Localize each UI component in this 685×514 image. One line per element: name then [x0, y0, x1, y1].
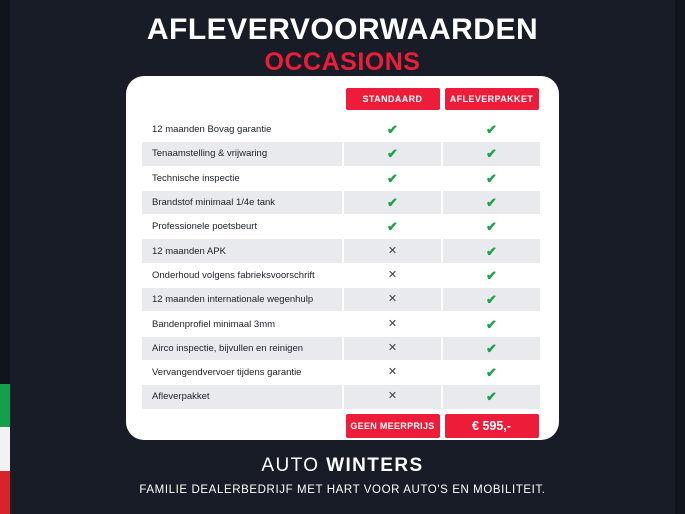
table-row: [142, 288, 543, 311]
table-row: [142, 239, 543, 262]
check-icon: ✔: [387, 146, 398, 162]
table-header-row: [142, 88, 543, 118]
cross-icon: ✕: [387, 341, 398, 354]
table-row: [142, 118, 543, 141]
mark-cell-afleverpakket: [443, 118, 540, 141]
mark-cell-standaard: [344, 215, 441, 238]
mark-cell-standaard: [344, 191, 441, 214]
mark-cell-afleverpakket: [443, 239, 540, 262]
mark-cell-afleverpakket: [443, 167, 540, 190]
table-footer-row: [142, 414, 543, 438]
right-rail: [675, 0, 685, 514]
table-row: [142, 215, 543, 238]
mark-cell-standaard: [344, 142, 441, 165]
column-header-standaard-label: STANDAARD: [346, 88, 440, 110]
check-icon: ✔: [486, 146, 497, 162]
check-icon: ✔: [486, 195, 497, 211]
cross-icon: ✕: [387, 366, 398, 379]
flag-stripe-green: [0, 384, 10, 427]
price-standaard: GEEN MEERPRIJS: [346, 414, 440, 438]
feature-label: 12 maanden Bovag garantie: [152, 124, 272, 136]
cross-icon: ✕: [387, 244, 398, 257]
check-icon: ✔: [486, 170, 497, 186]
check-icon: ✔: [486, 122, 497, 138]
table-body: [142, 118, 543, 409]
check-icon: ✔: [486, 219, 497, 235]
check-icon: ✔: [486, 316, 497, 332]
feature-label: 12 maanden APK: [142, 239, 342, 262]
cross-icon: ✕: [387, 293, 398, 306]
price-cell-standaard: [344, 414, 441, 438]
feature-label: Brandstof minimaal 1/4e tank: [142, 191, 342, 214]
feature-label: Airco inspectie, bijvullen en reinigen: [142, 337, 342, 360]
check-icon: ✔: [486, 292, 497, 308]
table-row: [142, 312, 543, 335]
mark-cell-standaard: [344, 118, 441, 141]
feature-label: Technische inspectie: [152, 172, 240, 184]
table-row: [142, 385, 543, 408]
mark-cell-afleverpakket: [443, 191, 540, 214]
brand-name-light: AUTO: [261, 455, 320, 476]
comparison-table: [142, 88, 543, 438]
mark-cell-afleverpakket: [443, 385, 540, 408]
column-header-afleverpakket-label: AFLEVERPAKKET: [445, 88, 539, 110]
mark-cell-standaard: [344, 239, 441, 262]
feature-label: 12 maanden internationale wegenhulp: [142, 288, 342, 311]
footer-spacer: [142, 414, 342, 438]
mark-cell-standaard: [344, 288, 441, 311]
table-row: [142, 337, 543, 360]
price-cell-afleverpakket: [443, 414, 540, 438]
mark-cell-afleverpakket: [443, 264, 540, 287]
feature-label: Bandenprofiel minimaal 3mm: [152, 318, 276, 330]
cross-icon: ✕: [387, 317, 398, 330]
cross-icon: ✕: [387, 390, 398, 403]
comparison-card: [126, 76, 559, 440]
mark-cell-standaard: [344, 361, 441, 384]
page-subtitle: OCCASIONS: [264, 48, 421, 76]
feature-label: Tenaamstelling & vrijwaring: [142, 142, 342, 165]
brand-name-bold: WINTERS: [326, 455, 424, 476]
feature-label: Professionele poetsbeurt: [152, 221, 258, 233]
footer: [0, 455, 685, 496]
check-icon: ✔: [387, 219, 398, 235]
check-icon: ✔: [486, 267, 497, 283]
brand-name: [0, 455, 685, 477]
table-row: [142, 361, 543, 384]
check-icon: ✔: [486, 243, 497, 259]
table-row: [142, 167, 543, 190]
price-afleverpakket: € 595,-: [445, 414, 539, 438]
cross-icon: ✕: [387, 268, 398, 281]
check-icon: ✔: [387, 170, 398, 186]
check-icon: ✔: [486, 365, 497, 381]
header: [0, 0, 685, 77]
mark-cell-standaard: [344, 385, 441, 408]
check-icon: ✔: [387, 195, 398, 211]
mark-cell-standaard: [344, 337, 441, 360]
table-row: [142, 142, 543, 165]
column-header-afleverpakket: [443, 88, 540, 110]
mark-cell-afleverpakket: [443, 337, 540, 360]
table-row: [142, 191, 543, 214]
mark-cell-afleverpakket: [443, 288, 540, 311]
mark-cell-afleverpakket: [443, 142, 540, 165]
column-header-standaard: [344, 88, 441, 110]
mark-cell-standaard: [344, 167, 441, 190]
mark-cell-afleverpakket: [443, 312, 540, 335]
mark-cell-standaard: [344, 312, 441, 335]
mark-cell-standaard: [344, 264, 441, 287]
brand-tagline: FAMILIE DEALERBEDRIJF MET HART VOOR AUTO'S EN MOBILITEIT.: [139, 484, 546, 496]
mark-cell-afleverpakket: [443, 361, 540, 384]
check-icon: ✔: [486, 389, 497, 405]
mark-cell-afleverpakket: [443, 215, 540, 238]
check-icon: ✔: [387, 122, 398, 138]
feature-label: Afleverpakket: [142, 385, 342, 408]
table-row: [142, 264, 543, 287]
check-icon: ✔: [486, 340, 497, 356]
feature-label: Onderhoud volgens fabrieksvoorschrift: [152, 269, 315, 281]
page-title: AFLEVERVOORWAARDEN: [146, 13, 539, 46]
left-rail: [0, 0, 10, 514]
feature-label: Vervangendvervoer tijdens garantie: [152, 367, 302, 379]
